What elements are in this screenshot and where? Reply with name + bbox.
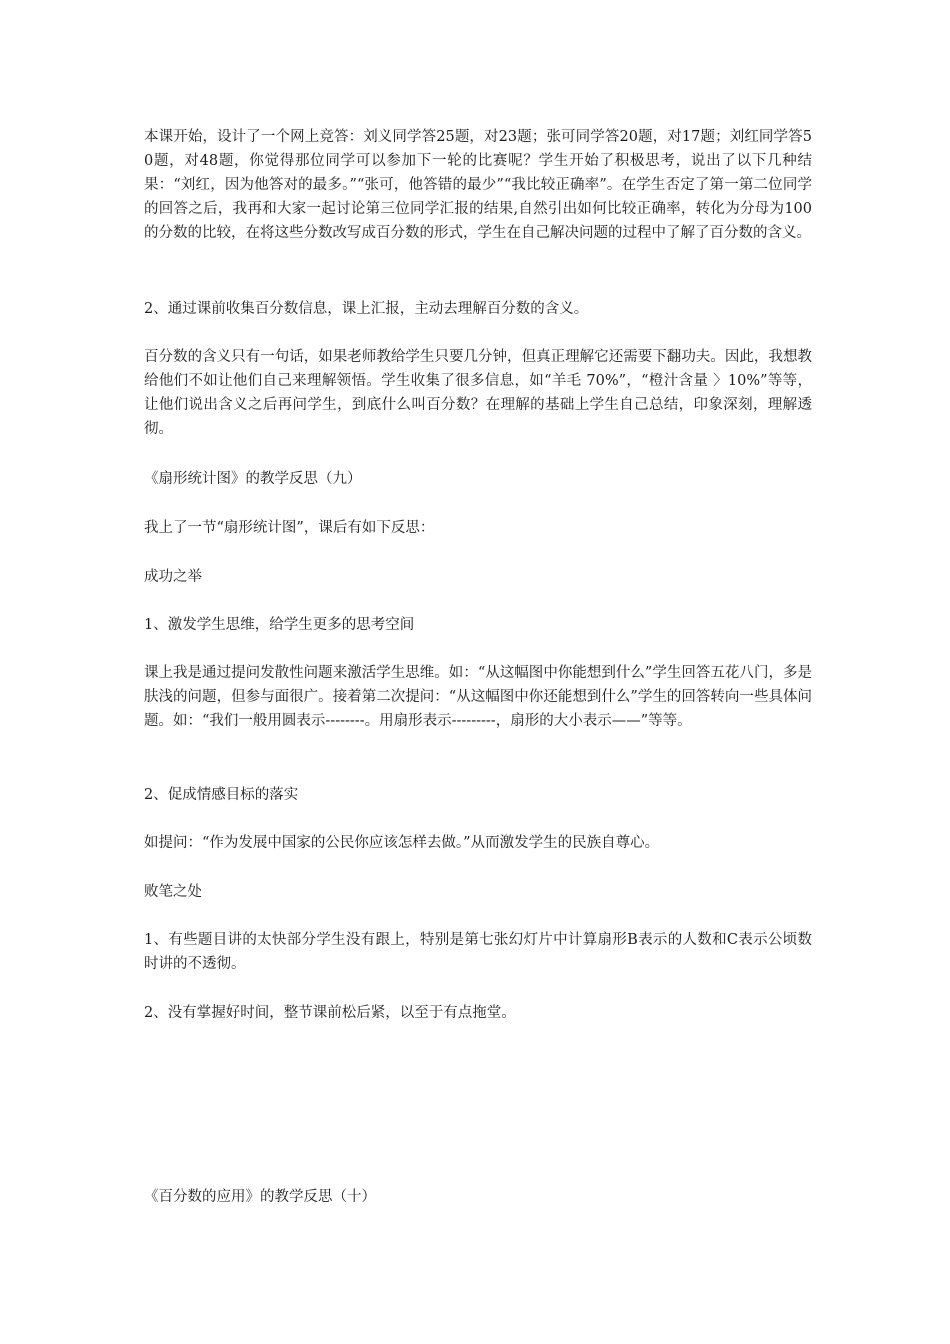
paragraph-meaning-of-percent: 百分数的含义只有一句话，如果老师教给学生只要几分钟，但真正理解它还需要下翻功夫。因此，我想教给他们不如让他们自己来理解领悟。学生收集了很多信息，如“羊毛 70%”，“橙汁含量 〉10%”等等，让他们说出含义之后再问学生，到底什么叫百分数？在理解的基础上学生自己总结，印象深刻，理解透彻。 xyxy=(144,349,812,437)
paragraph-success-point-2: 2、促成情感目标的落实 xyxy=(144,787,299,803)
paragraph-failure-point-1: 1、有些题目讲的太快部分学生没有跟上，特别是第七张幻灯片中计算扇形B表示的人数和C表示公顷数时讲的不透彻。 xyxy=(144,932,812,972)
paragraph-failure-point-2: 2、没有掌握好时间，整节课前松后紧，以至于有点拖堂。 xyxy=(144,1005,516,1021)
paragraph-emotional-goal: 如提问：“作为发展中国家的公民你应该怎样去做。”从而激发学生的民族自尊心。 xyxy=(144,835,660,851)
paragraph-point-2-collect-info: 2、通过课前收集百分数信息，课上汇报，主动去理解百分数的含义。 xyxy=(144,301,589,317)
paragraph-success-point-1: 1、激发学生思维，给学生更多的思考空间 xyxy=(144,617,415,633)
section-heading-percent-application: 《百分数的应用》的教学反思（十） xyxy=(144,1189,376,1205)
paragraph-online-quiz: 本课开始，设计了一个网上竞答：刘义同学答25题，对23题；张可同学答20题，对17题；刘红同学答50题，对48题，你觉得那位同学可以参加下一轮的比赛呢？学生开始了积极思考，说出了以下几种结果：“刘红，因为他答对的最多。”“张可，他答错的最少”“我比较正确率”。在学生否定了第一第二位同学的回答之后，我再和大家一起讨论第三位同学汇报的结果,自然引出如何比较正确率，转化为分母为100的分数的比较，在将这些分数改写成百分数的形式，学生在自己解决问题的过程中了解了百分数的含义。 xyxy=(144,129,812,241)
paragraph-lesson-intro: 我上了一节“扇形统计图”，课后有如下反思： xyxy=(144,520,435,536)
subheading-success: 成功之举 xyxy=(144,569,202,585)
section-heading-pie-chart: 《扇形统计图》的教学反思（九） xyxy=(144,471,362,487)
subheading-failures: 败笔之处 xyxy=(144,884,202,900)
paragraph-questioning: 课上我是通过提问发散性问题来激活学生思维。如：“从这幅图中你能想到什么”学生回答五花八门，多是肤浅的问题，但参与面很广。接着第二次提问：“从这幅图中你还能想到什么”学生的回答转向一些具体问题。如：“我们一般用圆表示--------。用扇形表示---------，扇形的大小表示——”等等。 xyxy=(144,665,812,729)
